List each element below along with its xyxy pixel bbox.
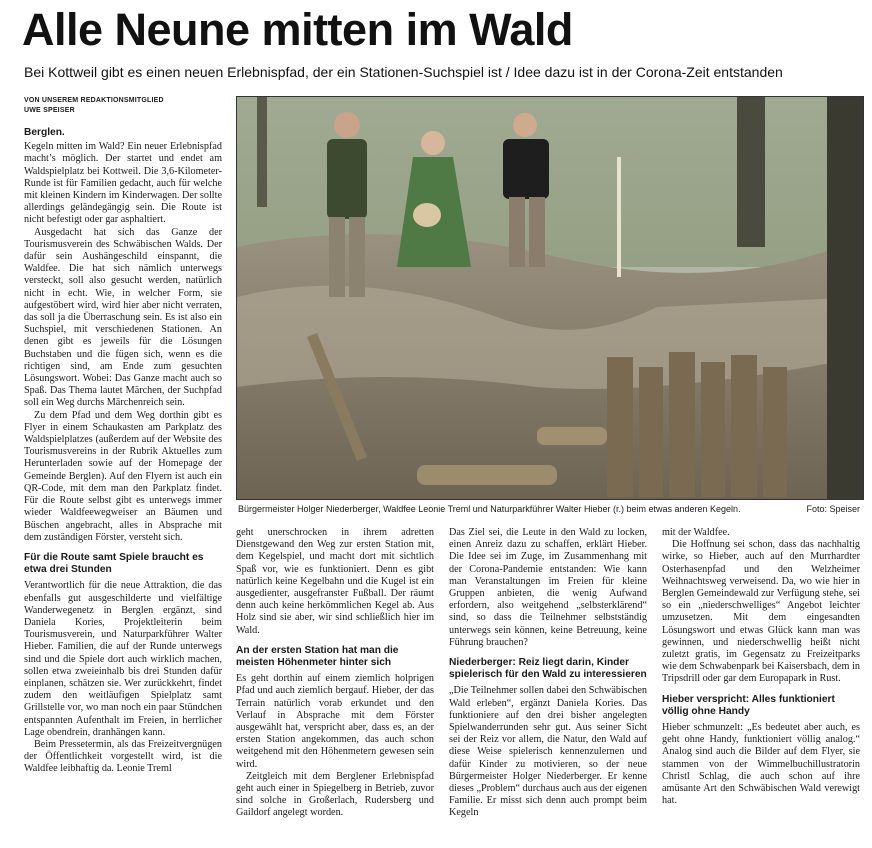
article-column-3 bbox=[449, 527, 647, 827]
byline-author: UWE SPEISER bbox=[24, 107, 75, 114]
subheading: Hieber verspricht: Alles funktioniert völlig ohne Handy bbox=[662, 693, 835, 717]
headline: Alle Neune mitten im Wald bbox=[22, 4, 573, 55]
caption-text: Bürgermeister Holger Niederberger, Waldfee Leonie Treml und Naturparkführer Walter Hieber (r.) beim etwas anderen Kegeln. bbox=[238, 504, 741, 514]
photo-credit: Foto: Speiser bbox=[806, 504, 860, 514]
subheading: An der ersten Station hat man die meisten Höhenmeter hinter sich bbox=[236, 644, 399, 669]
paragraph: geht unerschrocken in ihrem adretten Dienstgewand den Weg zur ersten Station mit, dem Kegelspiel, und macht dort mit sichtlich Spaß vor, wie es funktioniert. Denn es gibt natürlich keine Kegelbahn und die Kugel ist ein ausgedienter, ausgefranster Fußball. Der räumt denn auch keine herkömmlichen Kegel ab. Aus Holz sind sie aber, wir sind schließlich hier im Wald. bbox=[236, 527, 434, 636]
paragraph: Hieber schmunzelt: „Es bedeutet aber auch, es geht ohne Handy, funktioniert völlig analog.“ Analog sind auch die Bilder auf dem Flyer, sie stammen von der Wimmelbuchillustratorin Christl Schlag, die auch schon auf ihre amüsante Art den Schwäbischen Wald verewigt hat. bbox=[662, 722, 860, 807]
paragraph: Beim Pressetermin, als das Freizeitvergnügen der Öffentlichkeit vorgestellt wird, ist die Waldfee leibhaftig da. Leonie Treml bbox=[24, 738, 222, 775]
paragraph: Es geht dorthin auf einem ziemlich holprigen Pfad und auch ziemlich bergauf. Hieber, der das Terrain natürlich vorab erkundet und den Verlauf in Absprache mit dem Förster ausgewählt hat, verspricht aber, dass es, an der ersten Station angekommen, das auch schon weitgehend mit den Höhenmetern gewesen sein wird. bbox=[236, 673, 434, 770]
paragraph: Das Ziel sei, die Leute in den Wald zu locken, einen Anreiz dazu zu schaffen, erklärt Hieber. Die Idee sei im Zuge, im Zusammenhang mit der Corona-Pandemie entstanden: Wie kann man Veranstaltungen im Freien für kleine Gruppen anbieten, die wenig Aufwand erfordern, also weitgehend „selbsterklärend“ sind, so dass die Teilnehmer selbstständig unterwegs sein können, keine Betreuung, keine Führung brauchen? bbox=[449, 527, 647, 648]
subheading: Für die Route samt Spiele braucht es etwa drei Stunden bbox=[24, 551, 204, 576]
paragraph: Zeitgleich mit dem Berglener Erlebnispfad geht auch einer in Spiegelberg in Betrieb, zuvor sind solche in Großerlach, Rudersberg und Gaildorf angelegt worden. bbox=[236, 770, 434, 819]
article-column-2 bbox=[236, 527, 434, 827]
paragraph: Verantwortlich für die neue Attraktion, die das ebenfalls gut ausgeschilderte und vielfältige Wanderwegenetz in Berglen ergänzt, sind Daniela Kories, Projektleiterin beim Tourismusverein, und Naturparkführer Walter Hieber. Familien, die auf der Runde unterwegs sind und die Spiele dort auch wirklich machen, sollen etwa zweieinhalb bis drei Stunden dafür einplanen, schätzen sie. Wer zurückkehrt, findet zudem den weitläufigen Spielplatz samt Grillstelle vor, wo man noch ein paar Stündchen entspannten Aufenthalt im Freien, in herrlicher Lage obendrein, dranhängen kann. bbox=[24, 580, 222, 738]
subheadline: Bei Kottweil gibt es einen neuen Erlebnispfad, der ein Stationen-Suchspiel ist / Idee dazu ist in der Corona-Zeit entstanden bbox=[24, 64, 783, 80]
dateline: Berglen. bbox=[24, 127, 65, 138]
byline-role: VON UNSEREM REDAKTIONSMITGLIED bbox=[24, 97, 164, 104]
photo-caption bbox=[238, 503, 862, 515]
paragraph: „Die Teilnehmer sollen dabei den Schwäbischen Wald erleben“, ergänzt Daniela Kories. Das funktioniere auf den drei bisher angelegten Spielwanderrunden sehr gut. Aus seiner Sicht sei der Reiz vor allem, die Natur, den Wald auf diese Weise spielerisch kennenzulernen und dafür Kinder zu motivieren, so der neue Bürgermeister Holger Niederberger. Er kenne dieses „Problem“ durchaus auch aus der eigenen Familie. Er misst sich denn auch prompt beim Kegeln bbox=[449, 685, 647, 819]
article-column-1 bbox=[24, 127, 222, 827]
paragraph: Ausgedacht hat sich das Ganze der Tourismusverein des Schwäbischen Walds. Der dafür sein Aushängeschild einspannt, die Waldfee. Die hat sich nämlich unterwegs versteckt, soll also gesucht werden, natürlich nicht in echt. Wie, in welcher Form, sie aufgestöbert wird, wird hier aber nicht verraten, das soll ja die Überraschung sein. Es ist also ein Suchspiel, mit verschiedenen Stationen. An denen gibt es jeweils für die Lösungen Buchstaben und die fügen sich, wenn es die richtigen sind, am Ende zum gesuchten Lösungswort. Wobei: Das Ganze macht auch so Spaß. Das Thema lautet Märchen, der Suchpfad soll ein Weg durchs Märchenreich sein. bbox=[24, 226, 222, 409]
paragraph: Kegeln mitten im Wald? Ein neuer Erlebnispfad macht’s möglich. Der startet und endet am Waldspielplatz bei Kottweil. Die 3,6-Kilometer-Runde ist für Familien gedacht, auch für welche mit kleinen Kindern im Kinderwagen. Der sollte allerdings geländegängig sein. Die Route ist nicht befestigt oder gar asphaltiert. bbox=[24, 141, 222, 226]
subheading: Niederberger: Reiz liegt darin, Kinder spielerisch für den Wald zu interessieren bbox=[449, 657, 647, 681]
byline bbox=[24, 96, 164, 116]
paragraph: mit der Waldfee. bbox=[662, 527, 730, 538]
article-photo bbox=[236, 96, 864, 500]
paragraph: Zu dem Pfad und dem Weg dorthin gibt es Flyer in einem Schaukasten am Parkplatz des Waldspielplatzes (außerdem auf der Website des Tourismusvereins in der Rubrik Aktuelles zum Herunterladen sowie auf der Homepage der Gemeinde Berglen). Auf den Flyern ist auch ein QR-Code, mit dem man den Parkplatz findet. Für die Route selbst gibt es unterwegs immer wieder Waldfeewegweiser an Bäumen und Büschen angebracht, alles in Absprache mit dem zuständigen Förster, versteht sich. bbox=[24, 409, 222, 543]
paragraph: Die Hoffnung sei schon, dass das nachhaltig wirke, so Hieber, auch auf den Murrhardter Osterhasenpfad und den Welzheimer Weihnachtsweg verweisend. Da, wo wie hier in Berglen Gemeindewald zur Verfügung stehe, sei so ein „niederschwelliges“ Angebot leichter umzusetzen. Mit dem eingesandten Lösungswort und etwas Glück kann man was gewinnen, und niederschwellig heißt nicht zuletzt gratis, im Gegensatz zu Freizeitparks wie dem Schwabenpark bei Kaisersbach, dem in Tripsdrill oder gar dem Europapark in Rust. bbox=[662, 539, 860, 685]
forest-scene-illustration bbox=[237, 97, 863, 499]
article-column-4 bbox=[662, 527, 860, 827]
